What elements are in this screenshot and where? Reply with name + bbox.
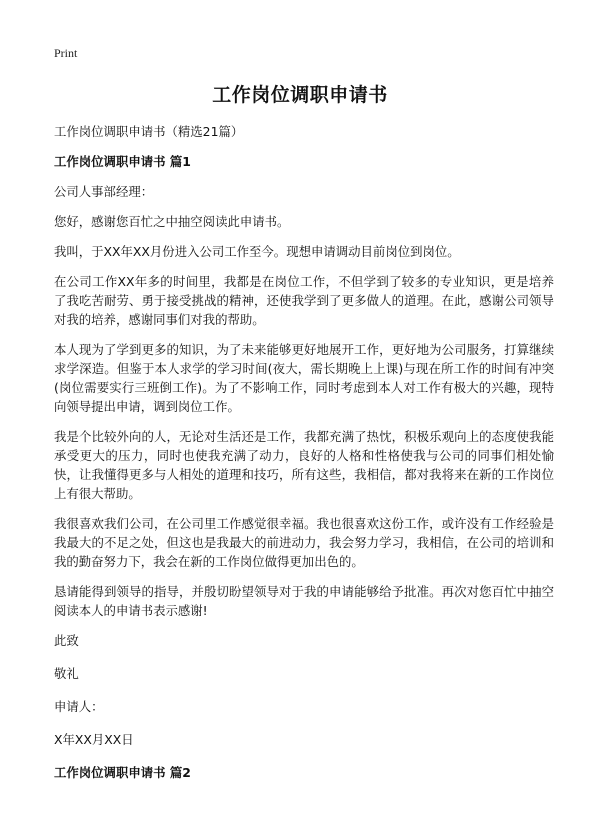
closing-line-2: 敬礼 xyxy=(54,666,79,681)
greeting: 您好，感谢您百忙之中抽空阅读此申请书。 xyxy=(54,214,290,229)
date-line: X年XX月XX日 xyxy=(54,732,134,747)
closing-line-1: 此致 xyxy=(54,633,79,648)
applicant-label: 申请人： xyxy=(54,699,104,714)
paragraph-personality: 我是个比较外向的人，无论对生活还是工作，我都充满了热忱，积极乐观向上的态度使我能承受更大的压力，同时也使我充满了动力，良好的人格和性格使我与公司的同事们相处愉快，让我懂得更多与人相处的道理和技巧，所有这些，我相信，都对我将来在新的工作岗位上有很大帮助。 xyxy=(54,429,554,501)
paragraph-commitment: 我很喜欢我们公司，在公司里工作感觉很幸福。我也很喜欢这份工作，或许没有工作经验是我最大的不足之处，但这也是我最大的前进动力，我会努力学习，我相信，在公司的培训和我的勤奋努力下，我会在新的工作岗位做得更加出色的。 xyxy=(54,516,554,569)
paragraph-reason: 本人现为了学到更多的知识，为了未来能够更好地展开工作，更好地为公司服务，打算继续求学深造。但鉴于本人求学的学习时间(夜大，需长期晚上上课)与现在所工作的时间有冲突(岗位需要实行三班倒工作)。为了不影响工作，同时考虑到本人对工作有极大的兴趣，现特向领导提出申请，调到岗位工作。 xyxy=(54,342,554,414)
section-heading-2: 工作岗位调职申请书 篇2 xyxy=(54,765,191,780)
print-link[interactable]: Print xyxy=(54,46,78,60)
salutation: 公司人事部经理： xyxy=(54,184,154,199)
page-title: 工作岗位调职申请书 xyxy=(212,84,388,106)
section-heading-1: 工作岗位调职申请书 篇1 xyxy=(54,154,191,169)
document-subtitle: 工作岗位调职申请书（精选21篇） xyxy=(54,124,244,139)
paragraph-experience: 在公司工作XX年多的时间里，我都是在岗位工作，不但学到了较多的专业知识，更是培养了我吃苦耐劳、勇于接受挑战的精神，还使我学到了更多做人的道理。在此，感谢公司领导对我的培养，感谢同事们对我的帮助。 xyxy=(54,274,554,327)
paragraph-request: 恳请能得到领导的指导，并殷切盼望领导对于我的申请能够给予批准。再次对您百忙中抽空阅读本人的申请书表示感谢! xyxy=(54,584,554,618)
paragraph-intro: 我叫，于XX年XX月份进入公司工作至今。现想申请调动目前岗位到岗位。 xyxy=(54,244,460,259)
document-body xyxy=(54,122,554,793)
